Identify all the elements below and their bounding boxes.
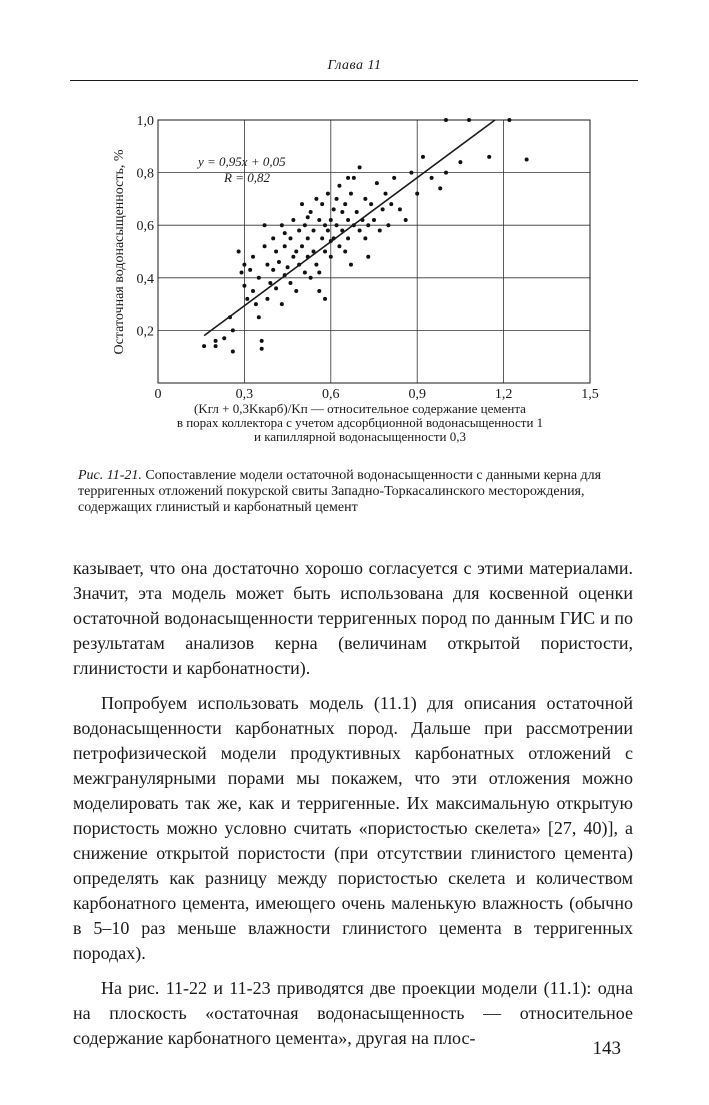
data-point xyxy=(303,271,307,275)
data-point xyxy=(260,339,264,343)
data-point xyxy=(421,155,425,159)
data-point xyxy=(398,207,402,211)
figure-caption xyxy=(78,468,628,516)
x-axis-label-line: (Kгл + 0,3Kкарб)/Kп — относительное содержание цемента xyxy=(194,401,526,416)
data-point xyxy=(300,244,304,248)
data-point xyxy=(363,236,367,240)
figure-number: Рис. 11-21. xyxy=(78,468,142,483)
data-point xyxy=(392,176,396,180)
data-point xyxy=(378,228,382,232)
data-point xyxy=(263,244,267,248)
data-point xyxy=(214,339,218,343)
data-point xyxy=(274,286,278,290)
x-tick-label: 0,6 xyxy=(322,387,340,402)
data-point xyxy=(343,250,347,254)
data-point xyxy=(306,215,310,219)
data-point xyxy=(237,250,241,254)
data-point xyxy=(291,255,295,259)
data-point xyxy=(268,281,272,285)
data-point xyxy=(277,260,281,264)
data-point xyxy=(369,202,373,206)
data-point xyxy=(231,328,235,332)
correlation-coefficient: R = 0,82 xyxy=(224,170,270,185)
x-axis-label-line: в порах коллектора с учетом адсорбционной водонасыщенности 1 xyxy=(176,415,544,430)
data-point xyxy=(257,276,261,280)
data-point xyxy=(326,192,330,196)
paragraph: казывает, что она достаточно хорошо согласуется с этими материалами. Значит, эта модель может быть использована для косвенной оценки остаточной водонасыщенности терригенных пород по данным ГИС и по результатам анализов керна (величинам открытой пористости, глинистости и карбонатности). xyxy=(73,558,633,678)
page-number: 143 xyxy=(592,1038,621,1059)
data-point xyxy=(525,157,529,161)
x-tick-label: 0 xyxy=(154,387,162,402)
data-point xyxy=(214,344,218,348)
data-point xyxy=(283,231,287,235)
data-point xyxy=(346,236,350,240)
data-point xyxy=(242,263,246,267)
paragraph: Попробуем использовать модель (11.1) для описания остаточной водонасыщенности карбонатных пород. Дальше при рассмотрении петрофизической модели продуктивных карбонатных отложений с межгранулярными порами мы покажем, что эти отложения можно моделировать так же, как и терригенные. Их максимальную открытую пористость можно условно считать «пористостью скелета» [27, 40)], а снижение открытой пористости (при отсутствии глинистого цемента) определять как разницу между пористостью скелета и количеством карбонатного цемента, имеющего очень маленькую влажность (обычно в 5–10 раз меньше влажности глинистого цемента в терригенных породах). xyxy=(73,693,633,963)
x-tick-label: 1,5 xyxy=(581,387,599,402)
data-point xyxy=(280,223,284,227)
data-point xyxy=(300,202,304,206)
data-point xyxy=(366,255,370,259)
data-point xyxy=(312,228,316,232)
y-tick-label: 0,4 xyxy=(136,271,154,287)
data-point xyxy=(294,250,298,254)
data-point xyxy=(202,344,206,348)
scatter-chart xyxy=(100,106,600,402)
data-point xyxy=(335,223,339,227)
x-tick-label: 0,9 xyxy=(408,387,426,402)
data-point xyxy=(288,281,292,285)
data-point xyxy=(317,218,321,222)
y-tick-label: 0,8 xyxy=(136,166,154,182)
data-point xyxy=(317,289,321,293)
data-point xyxy=(254,302,258,306)
x-axis-label xyxy=(120,402,600,444)
data-point xyxy=(245,297,249,301)
regression-equation: y = 0,95x + 0,05 xyxy=(198,154,286,169)
data-point xyxy=(404,218,408,222)
data-point xyxy=(386,223,390,227)
y-tick-label: 1,0 xyxy=(136,114,154,129)
data-point xyxy=(260,347,264,351)
data-point xyxy=(329,218,333,222)
data-point xyxy=(358,165,362,169)
data-point xyxy=(349,192,353,196)
paragraph: На рис. 11-22 и 11-23 приводятся две проекции модели (11.1): одна на плоскость «остаточная водонасыщенность — относительное содержание карбонатного цемента», другая на плос- xyxy=(73,978,633,1048)
data-point xyxy=(291,218,295,222)
data-point xyxy=(265,263,269,267)
data-point xyxy=(222,336,226,340)
body-text xyxy=(73,556,633,1051)
data-point xyxy=(487,155,491,159)
data-point xyxy=(251,255,255,259)
data-point xyxy=(337,244,341,248)
data-point xyxy=(280,302,284,306)
data-point xyxy=(346,218,350,222)
data-point xyxy=(444,171,448,175)
data-point xyxy=(286,265,290,269)
data-point xyxy=(323,250,327,254)
data-point xyxy=(274,250,278,254)
data-point xyxy=(317,271,321,275)
data-point xyxy=(375,181,379,185)
data-point xyxy=(366,223,370,227)
data-point xyxy=(329,255,333,259)
data-point xyxy=(507,118,511,122)
data-point xyxy=(372,218,376,222)
data-point xyxy=(389,202,393,206)
data-point xyxy=(444,118,448,122)
data-point xyxy=(346,176,350,180)
data-point xyxy=(314,197,318,201)
figure-caption-text: Сопоставление модели остаточной водонасыщенности с данными керна для терригенных отложений покурской свиты Западно-Торкасалинского месторождения, содержащих глинистый и карбонатный цемент xyxy=(78,468,602,515)
data-point xyxy=(257,315,261,319)
x-tick-label: 1,2 xyxy=(494,387,513,402)
data-point xyxy=(309,210,313,214)
x-tick-label: 0,3 xyxy=(235,387,254,402)
data-point xyxy=(409,171,413,175)
data-point xyxy=(355,210,359,214)
y-axis-label: Остаточная водонасыщенность, % xyxy=(112,149,127,355)
data-point xyxy=(363,197,367,201)
data-point xyxy=(320,202,324,206)
data-point xyxy=(381,207,385,211)
data-point xyxy=(323,297,327,301)
data-point xyxy=(271,236,275,240)
header-rule xyxy=(70,80,638,81)
data-point xyxy=(242,284,246,288)
data-point xyxy=(263,223,267,227)
x-axis-label-line: и капиллярной водонасыщенности 0,3 xyxy=(254,429,466,444)
data-point xyxy=(283,244,287,248)
data-point xyxy=(306,236,310,240)
data-point xyxy=(297,228,301,232)
data-point xyxy=(349,263,353,267)
data-point xyxy=(309,276,313,280)
data-point xyxy=(335,197,339,201)
data-point xyxy=(352,176,356,180)
data-point xyxy=(343,202,347,206)
data-point xyxy=(271,268,275,272)
y-tick-label: 0,6 xyxy=(136,219,154,235)
data-point xyxy=(332,207,336,211)
data-point xyxy=(231,349,235,353)
data-point xyxy=(303,223,307,227)
data-point xyxy=(294,289,298,293)
data-point xyxy=(288,236,292,240)
data-point xyxy=(458,160,462,164)
data-point xyxy=(337,184,341,188)
data-point xyxy=(438,186,442,190)
data-point xyxy=(340,210,344,214)
data-point xyxy=(314,263,318,267)
data-point xyxy=(415,192,419,196)
data-point xyxy=(326,228,330,232)
running-header: Глава 11 xyxy=(327,58,382,73)
data-point xyxy=(467,118,471,122)
data-point xyxy=(358,228,362,232)
data-point xyxy=(430,176,434,180)
data-point xyxy=(240,271,244,275)
data-point xyxy=(251,289,255,293)
y-tick-label: 0,2 xyxy=(136,324,154,340)
data-point xyxy=(248,268,252,272)
data-point xyxy=(323,223,327,227)
data-point xyxy=(320,236,324,240)
data-point xyxy=(265,297,269,301)
regression-line xyxy=(204,120,495,336)
data-point xyxy=(384,192,388,196)
